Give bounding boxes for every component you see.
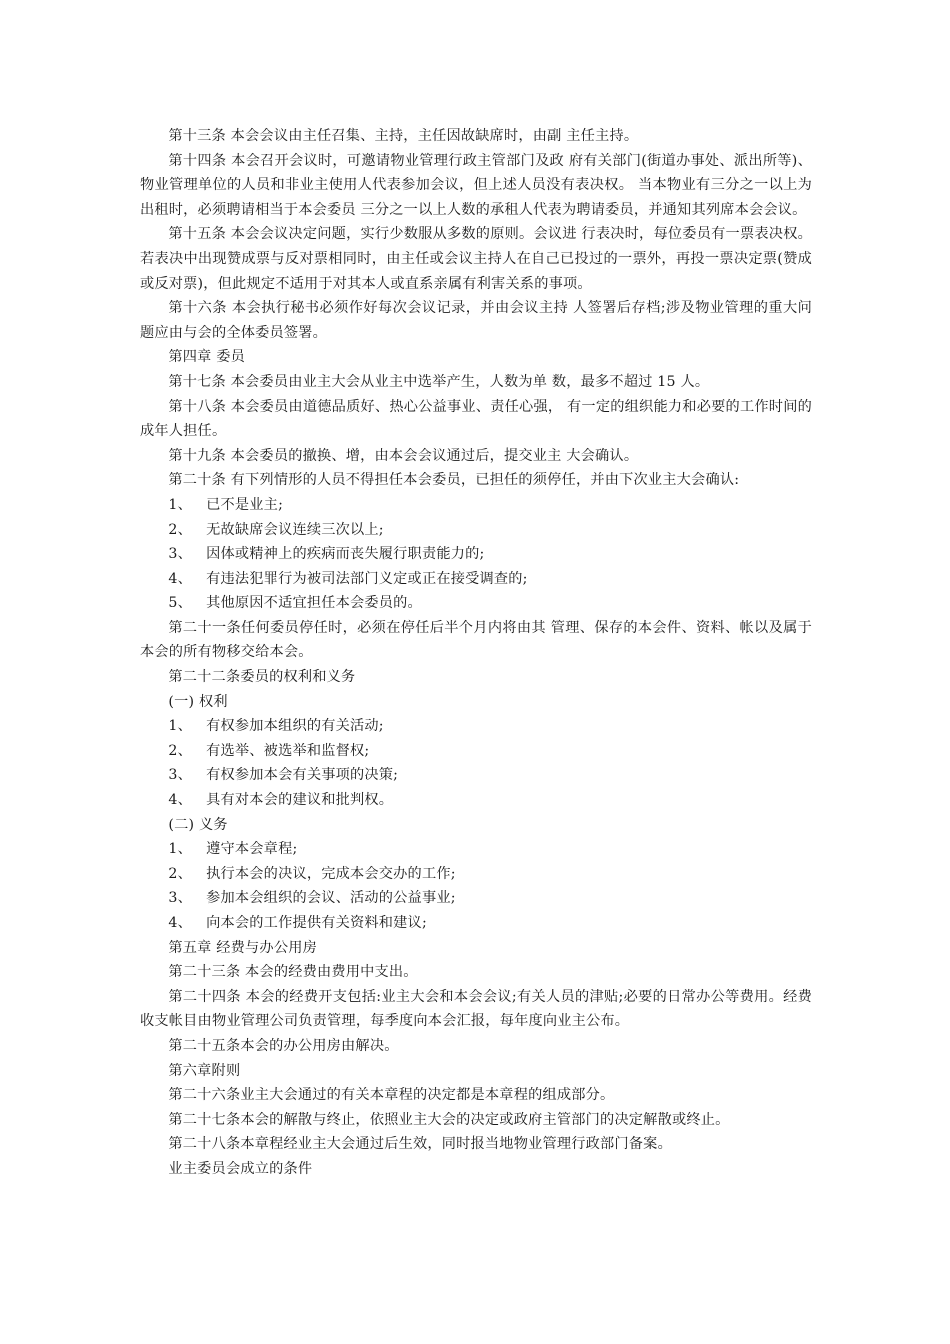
list-item: 3、 因体或精神上的疾病而丧失履行职责能力的; bbox=[168, 546, 485, 563]
list-item: (二) 义务 bbox=[168, 816, 228, 833]
paragraph: 第二十七条本会的解散与终止，依照业主大会的决定或政府主管部门的决定解散或终止。 bbox=[168, 1111, 730, 1128]
document-body bbox=[140, 124, 812, 1182]
paragraph: 第二十八条本章程经业主大会通过后生效，同时报当地物业管理行政部门备案。 bbox=[168, 1136, 672, 1153]
paragraph: 第二十五条本会的办公用房由解决。 bbox=[168, 1037, 399, 1054]
list-item: 1、 遵守本会章程; bbox=[168, 841, 298, 858]
paragraph: 第五章 经费与办公用房 bbox=[168, 939, 317, 956]
list-item: (一) 权利 bbox=[168, 693, 228, 710]
paragraph: 第二十六条业主大会通过的有关本章程的决定都是本章程的组成部分。 bbox=[168, 1087, 615, 1104]
list-item: 2、 执行本会的决议，完成本会交办的工作; bbox=[168, 865, 456, 882]
list-item: 3、 有权参加本会有关事项的决策; bbox=[168, 767, 399, 784]
list-item: 4、 有违法犯罪行为被司法部门义定或正在接受调查的; bbox=[168, 570, 528, 587]
paragraph: 第十八条 本会委员由道德品质好、热心公益事业、责任心强， 有一定的组织能力和必要的工作时间的成年人担任。 bbox=[140, 398, 812, 440]
paragraph: 第十四条 本会召开会议时，可邀请物业管理行政主管部门及政 府有关部门(街道办事处、派出所等)、物业管理单位的人员和非业主使用人代表参加会议，但上述人员没有表决权。 当本物业有三分之一以上为出租时，必须聘请相当于本会委员 三分之一以上人数的承租人代表为聘请委员，并通知其列席本会会议。 bbox=[140, 152, 812, 218]
list-item: 2、 有选举、被选举和监督权; bbox=[168, 742, 370, 759]
paragraph: 第十三条 本会会议由主任召集、主持，主任因故缺席时，由副 主任主持。 bbox=[168, 128, 639, 144]
list-item: 1、 已不是业主; bbox=[168, 496, 284, 513]
list-item: 4、 具有对本会的建议和批判权。 bbox=[168, 792, 394, 809]
paragraph: 第十五条 本会会议决定问题，实行少数服从多数的原则。会议进 行表决时，每位委员有一票表决权。若表决中出现赞成票与反对票相同时，由主任或会议主持人在自己已投过的一票外，再投一票决定票(赞成或反对票)，但此规定不适用于对其本人或直系亲属有利害关系的事项。 bbox=[140, 226, 812, 292]
paragraph: 第二十三条 本会的经费由费用中支出。 bbox=[168, 964, 418, 981]
paragraph: 第十九条 本会委员的撤换、增，由本会会议通过后，提交业主 大会确认。 bbox=[168, 447, 639, 464]
paragraph: 业主委员会成立的条件 bbox=[168, 1160, 313, 1177]
list-item: 5、 其他原因不适宜担任本会委员的。 bbox=[168, 595, 422, 612]
paragraph: 第十六条 本会执行秘书必须作好每次会议记录，并由会议主持 人签署后存档;涉及物业管理的重大问题应由与会的全体委员签署。 bbox=[140, 300, 812, 341]
list-item: 1、 有权参加本组织的有关活动; bbox=[168, 718, 384, 735]
list-item: 3、 参加本会组织的会议、活动的公益事业; bbox=[168, 890, 456, 907]
paragraph: 第六章附则 bbox=[168, 1062, 241, 1079]
paragraph: 第十七条 本会委员由业主大会从业主中选举产生，人数为单 数，最多不超过 15 人。 bbox=[168, 373, 710, 390]
paragraph: 第四章 委员 bbox=[168, 349, 246, 366]
paragraph: 第二十条 有下列情形的人员不得担任本会委员，已担任的须停任，并由下次业主大会确认: bbox=[168, 472, 740, 489]
list-item: 2、 无故缺席会议连续三次以上; bbox=[168, 521, 384, 538]
paragraph: 第二十四条 本会的经费开支包括:业主大会和本会会议;有关人员的津贴;必要的日常办公等费用。经费收支帐目由物业管理公司负责管理，每季度向本会汇报，每年度向业主公布。 bbox=[140, 988, 812, 1030]
paragraph: 第二十一条任何委员停任时，必须在停任后半个月内将由其 管理、保存的本会件、资料、帐以及属于本会的所有物移交给本会。 bbox=[140, 619, 812, 661]
list-item: 4、 向本会的工作提供有关资料和建议; bbox=[168, 915, 427, 931]
paragraph: 第二十二条委员的权利和义务 bbox=[168, 669, 356, 686]
